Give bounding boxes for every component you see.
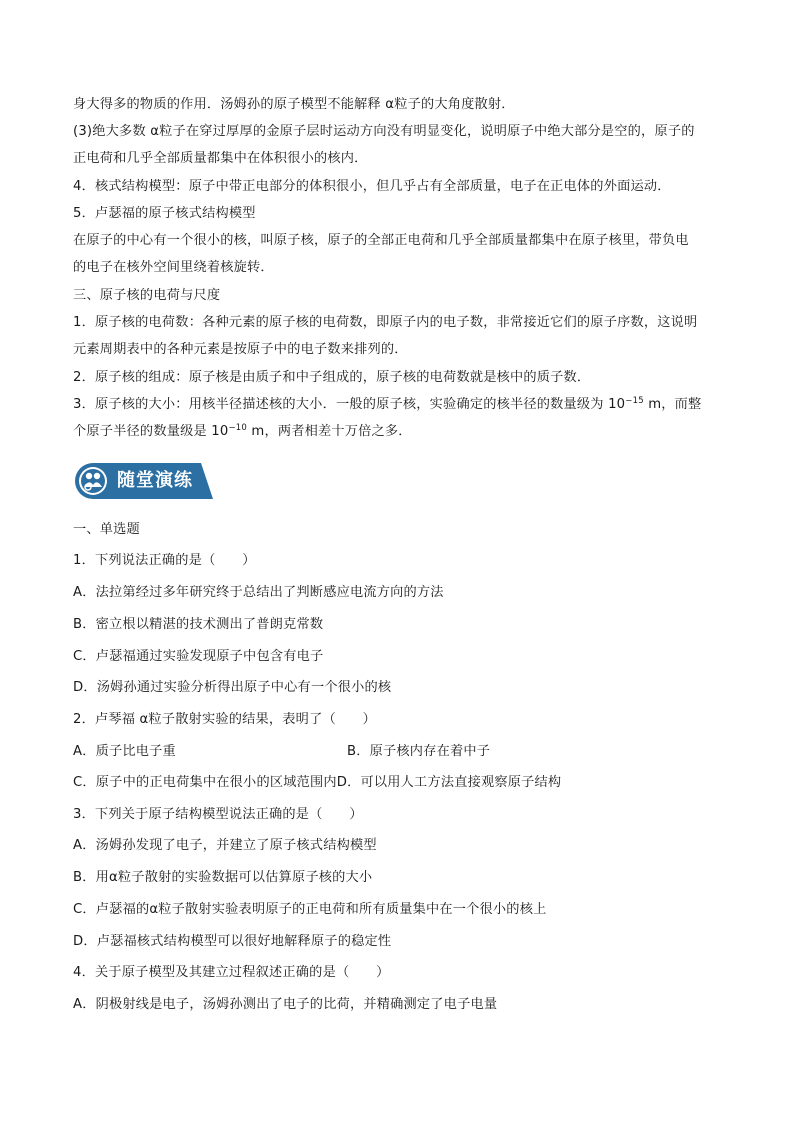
question-stem: 3．下列关于原子结构模型说法正确的是（ ） — [73, 807, 363, 822]
answer-option: B．用α粒子散射的实验数据可以估算原子核的大小 — [73, 870, 373, 885]
text-line: 1．原子核的电荷数：各种元素的原子核的电荷数，即原子内的电子数，非常接近它们的原子序数，这说明 — [73, 315, 698, 330]
question-stem: 2．卢琴福 α粒子散射实验的结果，表明了（ ） — [73, 712, 377, 727]
text-line: 2．原子核的组成：原子核是由质子和中子组成的，原子核的电荷数就是核中的质子数． — [73, 370, 591, 385]
answer-option: A．法拉第经过多年研究终于总结出了判断感应电流方向的方法 — [73, 585, 444, 600]
question-type-heading: 一、单选题 — [73, 522, 140, 537]
answer-option: B．密立根以精湛的技术测出了普朗克常数 — [73, 617, 324, 632]
text-line: 正电荷和几乎全部质量都集中在体积很小的核内． — [73, 151, 368, 166]
answer-option: A．汤姆孙发现了电子，并建立了原子核式结构模型 — [73, 838, 377, 853]
banner-title: 随堂演练 — [117, 470, 193, 491]
answer-option: D．汤姆孙通过实验分析得出原子中心有一个很小的核 — [73, 680, 392, 695]
section-banner — [75, 463, 213, 499]
answer-option: B．原子核内存在着中子 — [347, 744, 491, 759]
text-line: 的电子在核外空间里绕着核旋转． — [73, 260, 274, 275]
text-line: 身大得多的物质的作用．汤姆孙的原子模型不能解释 α粒子的大角度散射． — [73, 97, 515, 112]
question-stem: 1．下列说法正确的是（ ） — [73, 553, 256, 568]
answer-option: A．阴极射线是电子，汤姆孙测出了电子的比荷，并精确测定了电子电量 — [73, 997, 498, 1012]
text-line: 元素周期表中的各种元素是按原子中的电子数来排列的． — [73, 342, 408, 357]
answer-option-row — [73, 743, 733, 761]
answer-option: A．质子比电子重 — [73, 744, 176, 759]
text-line: 在原子的中心有一个很小的核，叫原子核，原子的全部正电荷和几乎全部质量都集中在原子核里，带负电 — [73, 233, 689, 248]
section-heading: 5．卢瑟福的原子核式结构模型 — [73, 206, 256, 221]
atom-size-line: 个原子半径的数量级是 $10^{-10}$ m，两者相差十万倍之多． — [73, 423, 412, 439]
people-icon — [78, 466, 108, 496]
answer-option: C．卢瑟福通过实验发现原子中包含有电子 — [73, 649, 324, 664]
text-line: (3)绝大多数 α粒子在穿过厚厚的金原子层时运动方向没有明显变化，说明原子中绝大部分是空的，原子的 — [73, 124, 695, 139]
question-stem: 4．关于原子模型及其建立过程叙述正确的是（ ） — [73, 965, 390, 980]
section-heading: 三、原子核的电荷与尺度 — [73, 288, 221, 303]
answer-option: C．卢瑟福的α粒子散射实验表明原子的正电荷和所有质量集中在一个很小的核上 — [73, 902, 547, 917]
answer-option-row: C．原子中的正电荷集中在很小的区域范围内D．可以用人工方法直接观察原子结构 — [73, 775, 562, 790]
nucleus-size-line: 3．原子核的大小：用核半径描述核的大小．一般的原子核，实验确定的核半径的数量级为 $10^{-15}$ m，而整 — [73, 396, 702, 412]
text-line: 4．核式结构模型：原子中带正电部分的体积很小，但几乎占有全部质量，电子在正电体的外面运动． — [73, 179, 671, 194]
answer-option: D．卢瑟福核式结构模型可以很好地解释原子的稳定性 — [73, 934, 392, 949]
